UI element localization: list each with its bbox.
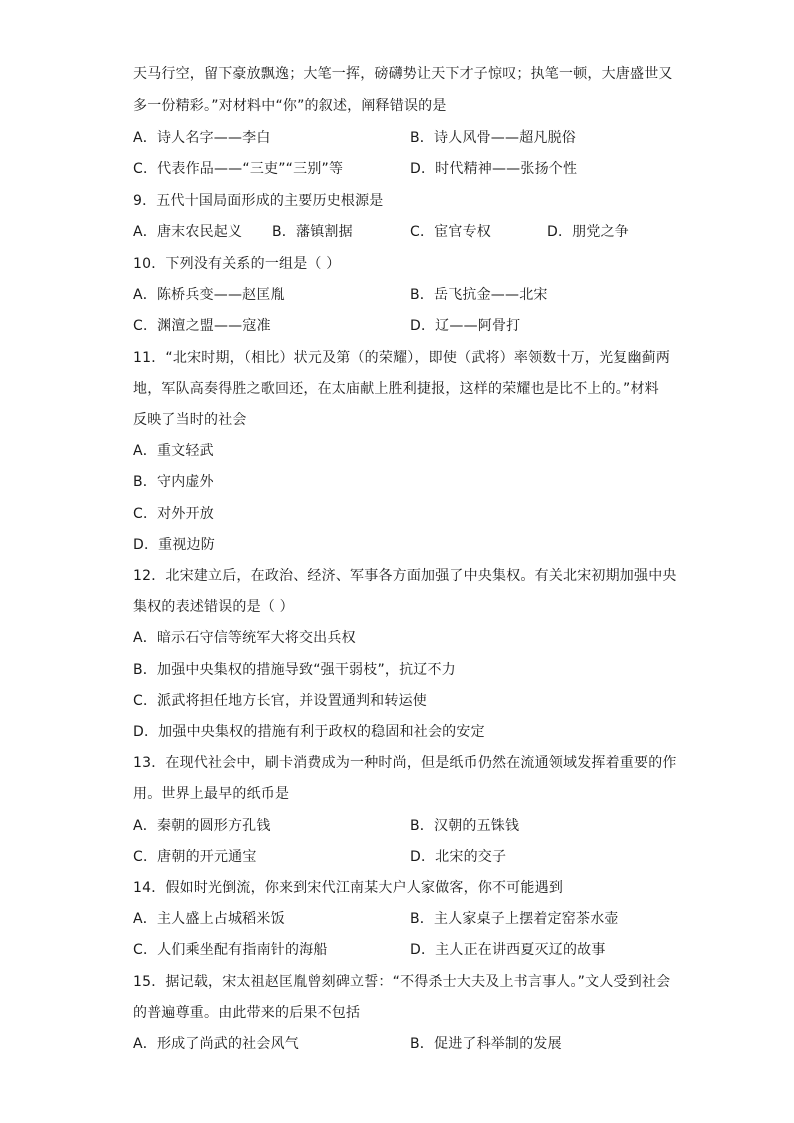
q11-stem-line2: 地，军队高奏得胜之歌回还，在太庙献上胜利捷报，这样的荣耀也是比不上的。”材料 (133, 381, 659, 397)
q9-option-c: C．宦官专权 (410, 224, 491, 240)
q11-option-c: C．对外开放 (133, 506, 214, 522)
q9-option-d: D．朋党之争 (547, 224, 629, 240)
q13-option-c: C．唐朝的开元通宝 (133, 849, 257, 865)
q15-option-b: B．促进了科举制的发展 (410, 1036, 562, 1052)
q11-option-a: A．重文轻武 (133, 443, 214, 459)
q10-stem: 10．下列没有关系的一组是（ ） (133, 256, 341, 272)
q14-option-c: C．人们乘坐配有指南针的海船 (133, 942, 328, 958)
q14-option-b: B．主人家桌子上摆着定窑茶水壶 (410, 911, 619, 927)
q8-stem-line2: 多一份精彩。”对材料中“你”的叙述，阐释错误的是 (133, 98, 447, 114)
q12-option-c: C．派武将担任地方长官，并设置通判和转运使 (133, 693, 427, 709)
q9-stem: 9．五代十国局面形成的主要历史根源是 (133, 193, 384, 209)
q9-option-b: B．藩镇割据 (272, 224, 353, 240)
q12-option-b: B．加强中央集权的措施导致“强干弱枝”，抗辽不力 (133, 662, 456, 678)
q14-option-a: A．主人盛上占城稻米饭 (133, 911, 285, 927)
q15-stem-line2: 的普遍尊重。由此带来的后果不包括 (133, 1005, 361, 1021)
q11-stem-line3: 反映了当时的社会 (133, 412, 247, 428)
q13-option-d: D．北宋的交子 (410, 849, 507, 865)
q11-option-d: D．重视边防 (133, 537, 215, 553)
q8-option-c: C．代表作品——“三吏”“三别”等 (133, 161, 344, 177)
q13-stem-line1: 13．在现代社会中，刷卡消费成为一种时尚，但是纸币仍然在流通领域发挥着重要的作 (133, 755, 677, 771)
q15-stem-line1: 15．据记载，宋太祖赵匡胤曾刻碑立誓：“不得杀士大夫及上书言事人。”文人受到社会 (133, 974, 671, 990)
q12-stem-line1: 12．北宋建立后，在政治、经济、军事各方面加强了中央集权。有关北宋初期加强中央 (133, 568, 677, 584)
q13-option-b: B．汉朝的五铢钱 (410, 818, 520, 834)
q13-option-a: A．秦朝的圆形方孔钱 (133, 818, 271, 834)
q14-stem: 14．假如时光倒流，你来到宋代江南某大户人家做客，你不可能遇到 (133, 880, 564, 896)
q8-stem-line1: 天马行空，留下豪放飘逸；大笔一挥，磅礴势让天下才子惊叹；执笔一顿，大唐盛世又 (133, 66, 673, 82)
q11-stem-line1: 11．“北宋时期，（相比）状元及第（的荣耀），即使（武将）率领数十万，光复幽蓟两 (133, 350, 671, 366)
q12-option-d: D．加强中央集权的措施有利于政权的稳固和社会的安定 (133, 724, 485, 740)
q9-option-a: A．唐末农民起义 (133, 224, 243, 240)
q8-option-d: D．时代精神——张扬个性 (410, 161, 578, 177)
q8-option-b: B．诗人风骨——超凡脱俗 (410, 130, 577, 146)
q15-option-a: A．形成了尚武的社会风气 (133, 1036, 299, 1052)
q12-stem-line2: 集权的表述错误的是（ ） (133, 599, 294, 615)
q10-option-c: C．渊澶之盟——寇准 (133, 318, 271, 334)
q14-option-d: D．主人正在讲西夏灭辽的故事 (410, 942, 606, 958)
q10-option-a: A．陈桥兵变——赵匡胤 (133, 287, 285, 303)
q11-option-b: B．守内虚外 (133, 474, 214, 490)
q13-stem-line2: 用。世界上最早的纸币是 (133, 786, 290, 802)
q10-option-d: D．辽——阿骨打 (410, 318, 521, 334)
q8-option-a: A．诗人名字——李白 (133, 130, 271, 146)
q10-option-b: B．岳飞抗金——北宋 (410, 287, 548, 303)
q12-option-a: A．暗示石守信等统军大将交出兵权 (133, 630, 356, 646)
